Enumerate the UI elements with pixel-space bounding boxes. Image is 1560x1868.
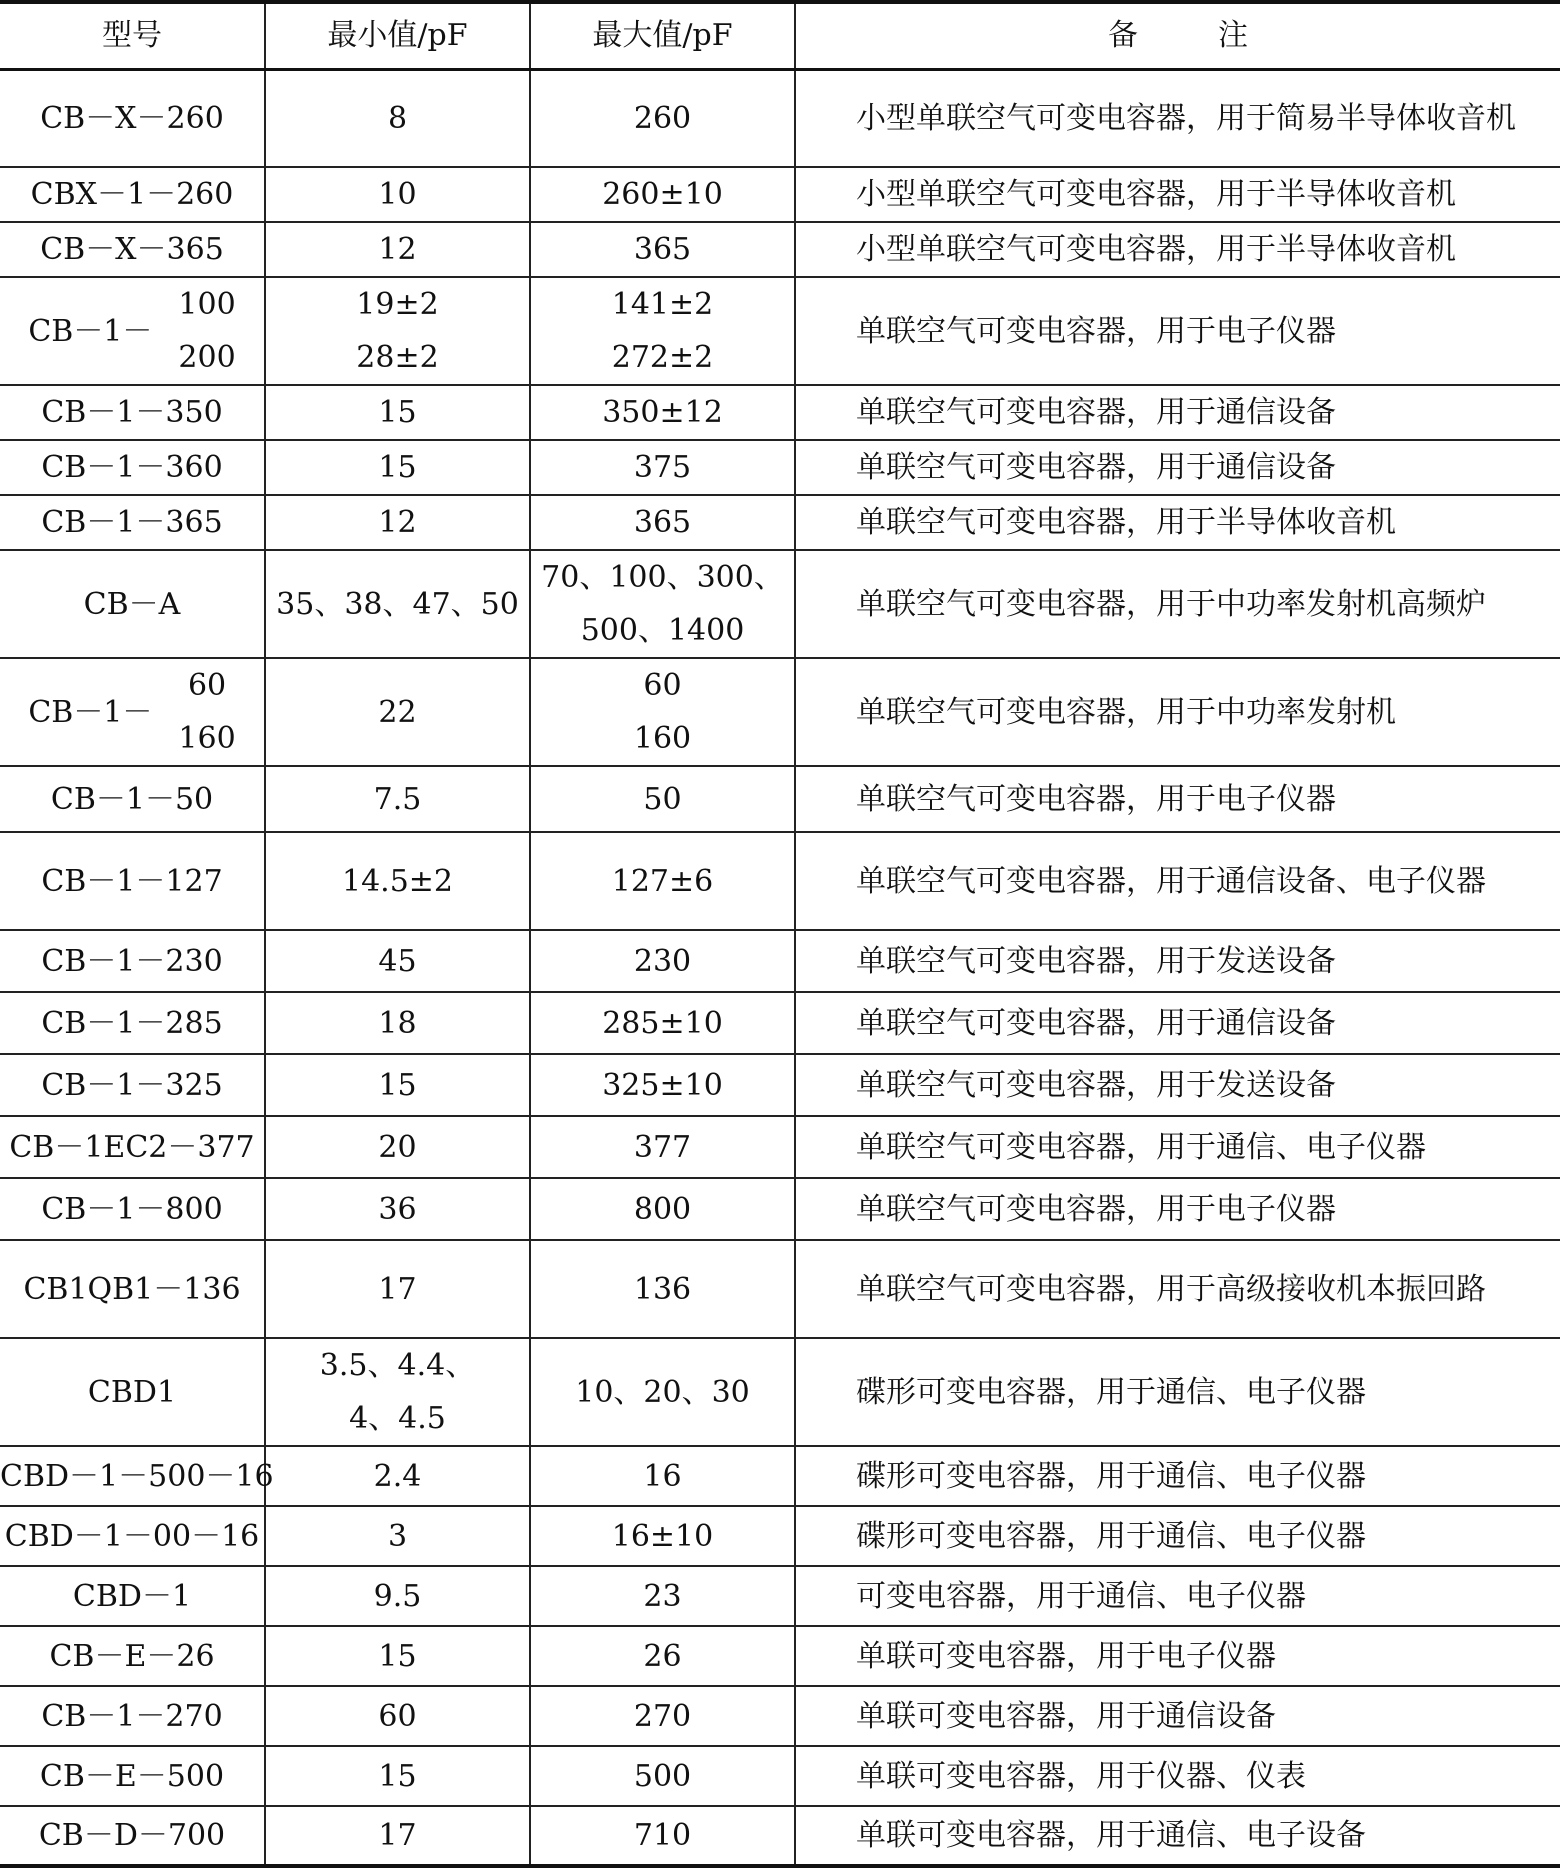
note-cell: [795, 1566, 1560, 1626]
max-cell: 26: [530, 1626, 795, 1686]
model-cell: CBD－1－00－16: [0, 1506, 265, 1566]
header-max: 最大值/pF: [530, 2, 795, 69]
note-cell: [795, 222, 1560, 277]
table-row: [0, 1240, 1560, 1338]
max-cell: [530, 277, 795, 385]
model-cell: CB－D－700: [0, 1806, 265, 1866]
note-text: 单联空气可变电容器，用于高级接收机本振回路: [856, 1271, 1486, 1307]
max-bottom: 500、1400: [580, 613, 745, 648]
table-header: [0, 2, 1560, 69]
table-row: [0, 1686, 1560, 1746]
note-text: 单联空气可变电容器，用于中功率发射机: [856, 694, 1396, 730]
min-cell: 3: [265, 1506, 530, 1566]
note-cell: [795, 992, 1560, 1054]
min-cell: 15: [265, 1746, 530, 1806]
min-cell: 15: [265, 1054, 530, 1116]
model-cell: CB－1－350: [0, 385, 265, 440]
note-cell: [795, 277, 1560, 385]
min-cell: [265, 1338, 530, 1446]
note-text: 小型单联空气可变电容器，用于简易半导体收音机: [856, 100, 1516, 136]
min-cell: 45: [265, 930, 530, 992]
min-cell: 14.5±2: [265, 832, 530, 930]
header-note-b: 注: [1218, 18, 1248, 54]
min-cell: 7.5: [265, 766, 530, 832]
note-text: 单联空气可变电容器，用于发送设备: [856, 943, 1336, 979]
note-text: 单联空气可变电容器，用于通信设备: [856, 450, 1336, 485]
min-cell: 17: [265, 1806, 530, 1866]
min-cell: 12: [265, 222, 530, 277]
max-cell: 10、20、30: [530, 1338, 795, 1446]
note-cell: [795, 930, 1560, 992]
max-cell: 136: [530, 1240, 795, 1338]
note-cell: [795, 495, 1560, 550]
note-text: 小型单联空气可变电容器，用于半导体收音机: [856, 232, 1456, 267]
model-variants: [156, 659, 235, 765]
model-cell: CB－E－26: [0, 1626, 265, 1686]
model-cell: CB－E－500: [0, 1746, 265, 1806]
table-row: [0, 1116, 1560, 1178]
table-row: [0, 440, 1560, 495]
max-cell: 800: [530, 1178, 795, 1240]
note-text: 单联空气可变电容器，用于电子仪器: [856, 781, 1336, 817]
note-cell: [795, 1446, 1560, 1506]
table-row: [0, 992, 1560, 1054]
note-cell: [795, 69, 1560, 167]
min-stack: [320, 1339, 475, 1445]
note-cell: [795, 1240, 1560, 1338]
note-cell: [795, 1506, 1560, 1566]
max-stack: [541, 551, 784, 657]
note-cell: [795, 658, 1560, 766]
model-cell: CBD－1: [0, 1566, 265, 1626]
model-prefix: CB－1－: [28, 313, 153, 349]
max-stack: [634, 659, 691, 765]
min-cell: 17: [265, 1240, 530, 1338]
model-split: [28, 659, 235, 765]
note-text: 单联空气可变电容器，用于通信设备: [856, 395, 1336, 430]
min-cell: 15: [265, 385, 530, 440]
model-bottom: 200: [178, 340, 236, 375]
min-stack: [356, 278, 438, 384]
model-top: 100: [178, 287, 236, 322]
note-text: 单联空气可变电容器，用于电子仪器: [856, 1191, 1336, 1227]
note-cell: [795, 1626, 1560, 1686]
model-cell: [0, 658, 265, 766]
max-cell: 377: [530, 1116, 795, 1178]
min-cell: 15: [265, 1626, 530, 1686]
max-cell: [530, 658, 795, 766]
note-cell: [795, 1178, 1560, 1240]
max-cell: 260±10: [530, 167, 795, 222]
max-top: 70、100、300、: [541, 560, 784, 595]
model-cell: CBX－1－260: [0, 167, 265, 222]
model-cell: CB－1－50: [0, 766, 265, 832]
note-text: 单联空气可变电容器，用于通信设备、电子仪器: [856, 863, 1486, 899]
model-prefix: CB－1－: [28, 694, 153, 730]
table-row: [0, 1806, 1560, 1866]
table-row: [0, 1626, 1560, 1686]
note-text: 单联可变电容器，用于电子仪器: [856, 1638, 1276, 1674]
max-cell: 375: [530, 440, 795, 495]
header-note-a: 备: [1108, 18, 1138, 54]
note-text: 单联空气可变电容器，用于通信设备: [856, 1005, 1336, 1041]
min-cell: 18: [265, 992, 530, 1054]
model-cell: CB－1－285: [0, 992, 265, 1054]
model-cell: CB－1－325: [0, 1054, 265, 1116]
min-top: 19±2: [356, 287, 439, 322]
table-row: [0, 1506, 1560, 1566]
max-cell: 23: [530, 1566, 795, 1626]
note-cell: [795, 385, 1560, 440]
min-cell: 10: [265, 167, 530, 222]
table-row: [0, 222, 1560, 277]
table-row: [0, 385, 1560, 440]
note-text: 单联空气可变电容器，用于通信、电子仪器: [856, 1129, 1426, 1165]
note-cell: [795, 1686, 1560, 1746]
model-cell: CB－1EC2－377: [0, 1116, 265, 1178]
max-top: 141±2: [611, 287, 714, 322]
table-row: [0, 832, 1560, 930]
note-text: 单联空气可变电容器，用于半导体收音机: [856, 505, 1396, 540]
max-bottom: 272±2: [611, 340, 714, 375]
model-cell: CBD－1－500－16: [0, 1446, 265, 1506]
note-text: 单联空气可变电容器，用于发送设备: [856, 1067, 1336, 1103]
max-cell: 710: [530, 1806, 795, 1866]
min-cell: 15: [265, 440, 530, 495]
model-cell: [0, 277, 265, 385]
max-cell: 230: [530, 930, 795, 992]
min-cell: 8: [265, 69, 530, 167]
min-cell: 12: [265, 495, 530, 550]
table-row: [0, 1178, 1560, 1240]
table-row: [0, 1446, 1560, 1506]
model-cell: CB－1－365: [0, 495, 265, 550]
model-split: [28, 278, 235, 384]
table-row: [0, 1338, 1560, 1446]
header-row: [0, 2, 1560, 69]
model-cell: CB－X－260: [0, 69, 265, 167]
max-cell: 50: [530, 766, 795, 832]
model-top: 60: [187, 668, 227, 703]
table-row: [0, 550, 1560, 658]
model-cell: CB－X－365: [0, 222, 265, 277]
model-cell: CB－1－360: [0, 440, 265, 495]
note-text: 单联可变电容器，用于通信设备: [856, 1698, 1276, 1734]
model-bottom: 160: [178, 721, 236, 756]
max-cell: 365: [530, 222, 795, 277]
note-text: 单联可变电容器，用于仪器、仪表: [856, 1758, 1306, 1794]
table-row: [0, 495, 1560, 550]
max-cell: 16±10: [530, 1506, 795, 1566]
note-text: 单联空气可变电容器，用于电子仪器: [856, 313, 1336, 349]
note-text: 单联可变电容器，用于通信、电子设备: [856, 1818, 1366, 1853]
table-row: [0, 277, 1560, 385]
note-text: 小型单联空气可变电容器，用于半导体收音机: [856, 177, 1456, 212]
table-row: [0, 69, 1560, 167]
table-row: [0, 1566, 1560, 1626]
header-min: 最小值/pF: [265, 2, 530, 69]
max-top: 60: [643, 668, 682, 703]
header-model: 型号: [0, 2, 265, 69]
max-cell: [530, 550, 795, 658]
model-cell: CB－1－800: [0, 1178, 265, 1240]
min-top: 3.5、4.4、: [319, 1348, 476, 1383]
max-cell: 325±10: [530, 1054, 795, 1116]
max-cell: 270: [530, 1686, 795, 1746]
max-cell: 500: [530, 1746, 795, 1806]
min-bottom: 28±2: [356, 340, 439, 375]
note-cell: [795, 1746, 1560, 1806]
note-text: 碟形可变电容器，用于通信、电子仪器: [856, 1518, 1366, 1554]
min-cell: 60: [265, 1686, 530, 1746]
note-cell: [795, 1806, 1560, 1866]
min-cell: 2.4: [265, 1446, 530, 1506]
model-cell: CBD1: [0, 1338, 265, 1446]
table-row: [0, 766, 1560, 832]
table-row: [0, 1746, 1560, 1806]
model-cell: CB－A: [0, 550, 265, 658]
note-cell: [795, 167, 1560, 222]
note-cell: [795, 1054, 1560, 1116]
note-text: 碟形可变电容器，用于通信、电子仪器: [856, 1374, 1366, 1410]
max-stack: [612, 278, 713, 384]
min-cell: 22: [265, 658, 530, 766]
max-cell: 365: [530, 495, 795, 550]
min-cell: [265, 277, 530, 385]
min-cell: 20: [265, 1116, 530, 1178]
model-cell: CB－1－230: [0, 930, 265, 992]
max-cell: 16: [530, 1446, 795, 1506]
note-cell: [795, 766, 1560, 832]
max-cell: 127±6: [530, 832, 795, 930]
table-row: [0, 1054, 1560, 1116]
max-cell: 350±12: [530, 385, 795, 440]
table-row: [0, 658, 1560, 766]
min-cell: 9.5: [265, 1566, 530, 1626]
model-cell: CB－1－270: [0, 1686, 265, 1746]
max-bottom: 160: [633, 721, 692, 756]
note-cell: [795, 1338, 1560, 1446]
table-row: [0, 930, 1560, 992]
note-text: 可变电容器，用于通信、电子仪器: [856, 1578, 1306, 1614]
note-cell: [795, 440, 1560, 495]
note-text: 单联空气可变电容器，用于中功率发射机高频炉: [856, 586, 1486, 622]
min-cell: 36: [265, 1178, 530, 1240]
model-cell: CB1QB1－136: [0, 1240, 265, 1338]
note-cell: [795, 832, 1560, 930]
note-cell: [795, 1116, 1560, 1178]
max-cell: 285±10: [530, 992, 795, 1054]
model-cell: CB－1－127: [0, 832, 265, 930]
table-row: [0, 167, 1560, 222]
note-text: 碟形可变电容器，用于通信、电子仪器: [856, 1458, 1366, 1494]
note-cell: [795, 550, 1560, 658]
header-note: [795, 2, 1560, 69]
model-variants: [156, 278, 235, 384]
max-cell: 260: [530, 69, 795, 167]
min-cell: 35、38、47、50: [265, 550, 530, 658]
table-body: [0, 69, 1560, 1866]
min-bottom: 4、4.5: [349, 1401, 446, 1436]
